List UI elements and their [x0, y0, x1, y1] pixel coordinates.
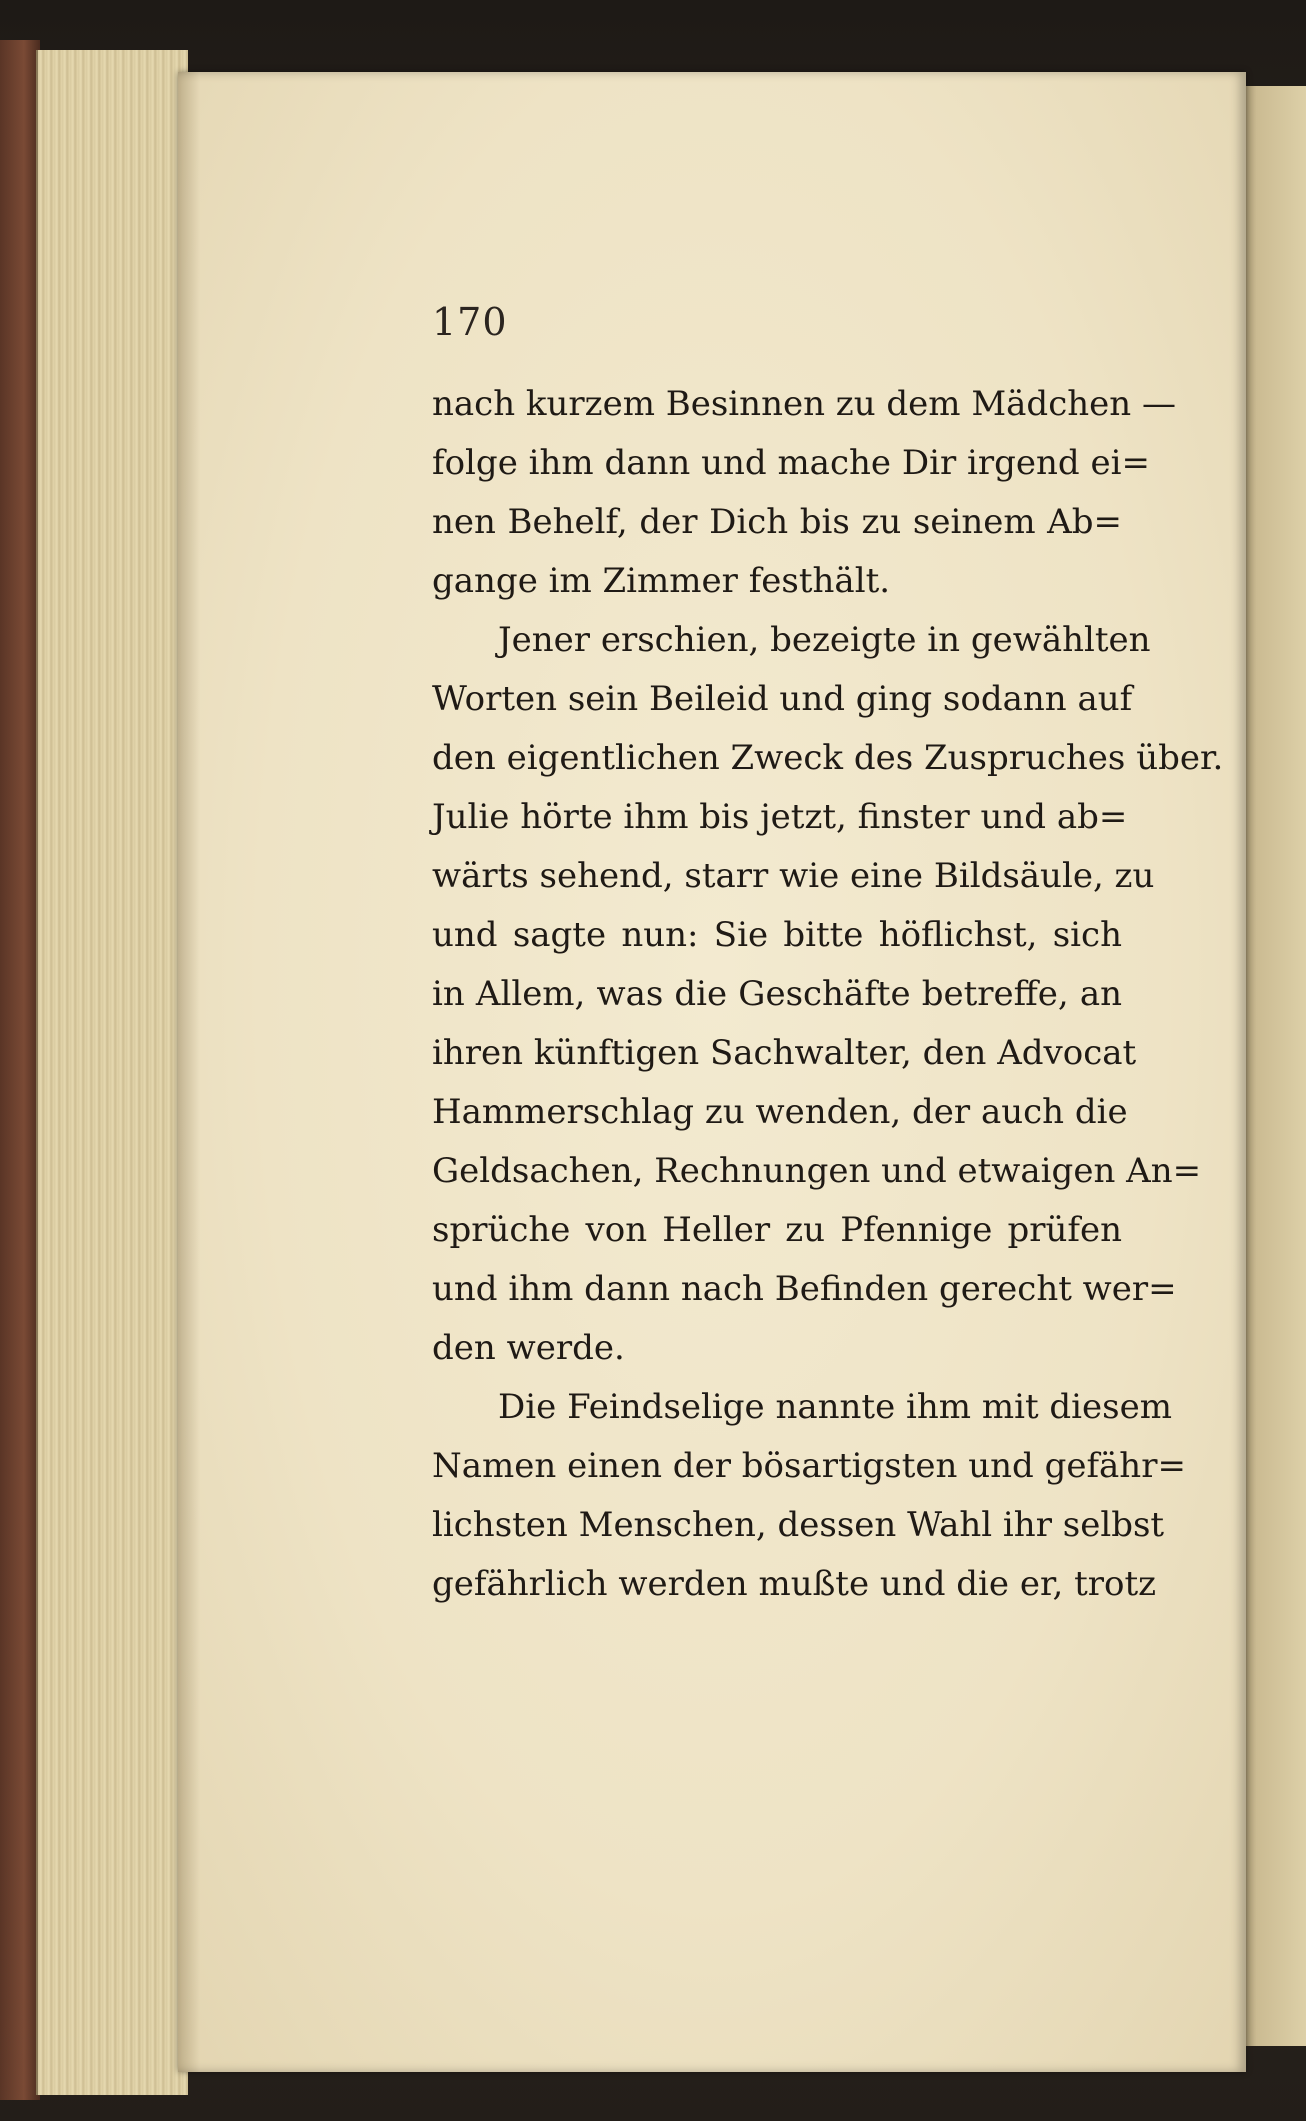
text-line: ihren künftigen Sachwalter, den Advocat [432, 1033, 1137, 1073]
text-line: lichsten Menschen, dessen Wahl ihr selbst [432, 1505, 1165, 1545]
book-cover-edge [0, 40, 40, 2100]
text-line: gefährlich werden mußte und die er, trotz [432, 1564, 1157, 1604]
text-line: in Allem, was die Geschäfte betreffe, an [432, 974, 1122, 1014]
page-stack-edges [36, 50, 188, 2095]
text-line: folge ihm dann und mache Dir irgend ei= [432, 443, 1150, 483]
text-line: und sagte nun: Sie bitte höflichst, sich [432, 915, 1122, 955]
text-line: Worten sein Beileid und ging sodann auf [432, 679, 1133, 719]
text-line: und ihm dann nach Befinden gerecht wer= [432, 1269, 1177, 1309]
text-line: nen Behelf, der Dich bis zu seinem Ab= [432, 502, 1122, 542]
text-line: Jener erschien, bezeigte in gewählten [498, 620, 1151, 660]
text-line: Die Feindselige nannte ihm mit diesem [498, 1387, 1172, 1427]
text-line: Namen einen der bösartigsten und gefähr= [432, 1446, 1186, 1486]
text-line: nach kurzem Besinnen zu dem Mädchen — [432, 384, 1176, 424]
facing-page-edge [1240, 86, 1306, 2046]
text-line: gange im Zimmer festhält. [432, 561, 891, 601]
text-line: den werde. [432, 1328, 625, 1368]
page-number: 170 [432, 300, 508, 344]
text-line: Geldsachen, Rechnungen und etwaigen An= [432, 1151, 1202, 1191]
text-line: den eigentlichen Zweck des Zuspruches über. [432, 738, 1224, 778]
body-text [432, 375, 1224, 1614]
text-line: wärts sehend, starr wie eine Bildsäule, zu [432, 856, 1155, 896]
text-line: sprüche von Heller zu Pfennige prüfen [432, 1210, 1122, 1250]
text-line: Hammerschlag zu wenden, der auch die [432, 1092, 1128, 1132]
gutter-shadow [178, 72, 200, 2072]
text-line: Julie hörte ihm bis jetzt, finster und ab= [432, 797, 1128, 837]
